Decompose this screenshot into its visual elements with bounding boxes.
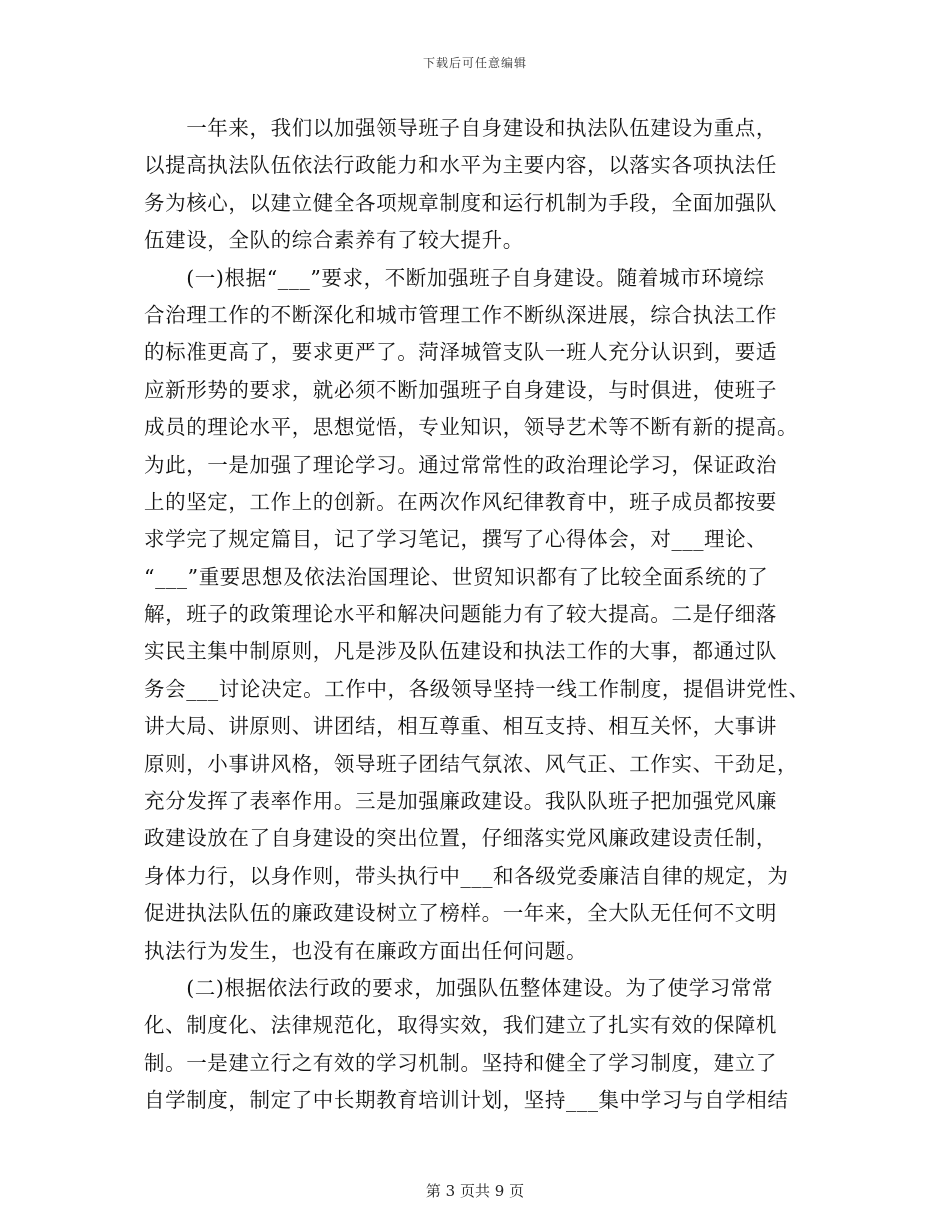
text-line: “___”重要思想及依法治国理论、世贸知识都有了比较全面系统的了 <box>144 564 769 589</box>
page-header: 下载后可任意编辑 <box>422 56 527 70</box>
text-line: 化、制度化、法律规范化，取得实效，我们建立了扎实有效的保障机 <box>144 1013 777 1038</box>
text-line: 自学制度，制定了中长期教育培训计划，坚持___集中学习与自学相结 <box>144 1088 789 1113</box>
text-line: 以提高执法队伍依法行政能力和水平为主要内容，以落实各项执法任 <box>144 153 777 178</box>
text-line: 为此，一是加强了理论学习。通过常常性的政治理论学习，保证政治 <box>144 452 777 477</box>
text-line: 讲大局、讲原则、讲团结，相互尊重、相互支持、相互关怀，大事讲 <box>144 714 777 739</box>
text-line: (一)根据“___”要求，不断加强班子自身建设。随着城市环境综 <box>144 265 765 290</box>
text-line: 促进执法队伍的廉政建设树立了榜样。一年来，全大队无任何不文明 <box>144 901 777 926</box>
text-line: 伍建设，全队的综合素养有了较大提升。 <box>144 228 524 253</box>
text-line: 务为核心，以建立健全各项规章制度和运行机制为手段，全面加强队 <box>144 190 777 215</box>
text-line: 应新形势的要求，就必须不断加强班子自身建设，与时俱进，使班子 <box>144 377 777 402</box>
text-line: 成员的理论水平，思想觉悟，专业知识，领导艺术等不断有新的提高。 <box>144 415 799 440</box>
text-line: 求学完了规定篇目，记了学习笔记，撰写了心得体会，对___理论、 <box>144 527 768 552</box>
text-line: 身体力行，以身作则，带头执行中___和各级党委廉洁自律的规定，为 <box>144 863 789 888</box>
text-line: (二)根据依法行政的要求，加强队伍整体建设。为了使学习常常 <box>144 975 774 1000</box>
text-line: 执法行为发生，也没有在廉政方面出任何问题。 <box>144 938 588 963</box>
text-line: 制。一是建立行之有效的学习机制。坚持和健全了学习制度，建立了 <box>144 1050 777 1075</box>
document-body <box>144 110 816 1120</box>
text-line: 充分发挥了表率作用。三是加强廉政建设。我队队班子把加强党风廉 <box>144 789 777 814</box>
text-line: 务会___讨论决定。工作中，各级领导坚持一线工作制度，提倡讲党性、 <box>144 676 810 701</box>
paragraph-section-one <box>144 260 816 970</box>
text-line: 的标准更高了，要求更严了。菏泽城管支队一班人充分认识到，要适 <box>144 340 777 365</box>
text-line: 合治理工作的不断深化和城市管理工作不断纵深进展，综合执法工作 <box>144 302 777 327</box>
text-line: 解，班子的政策理论水平和解决问题能力有了较大提高。二是仔细落 <box>144 602 777 627</box>
text-line: 原则，小事讲风格，领导班子团结气氛浓、风气正、工作实、干劲足， <box>144 751 799 776</box>
paragraph-section-two <box>144 970 816 1120</box>
text-line: 一年来，我们以加强领导班子自身建设和执法队伍建设为重点， <box>144 116 777 140</box>
page-footer: 第 3 页共 9 页 <box>425 1182 525 1200</box>
paragraph-intro <box>144 110 816 260</box>
text-line: 上的坚定，工作上的创新。在两次作风纪律教育中，班子成员都按要 <box>144 489 777 514</box>
text-line: 实民主集中制原则，凡是涉及队伍建设和执法工作的大事，都通过队 <box>144 639 777 664</box>
text-line: 政建设放在了自身建设的突出位置，仔细落实党风廉政建设责任制， <box>144 826 777 851</box>
